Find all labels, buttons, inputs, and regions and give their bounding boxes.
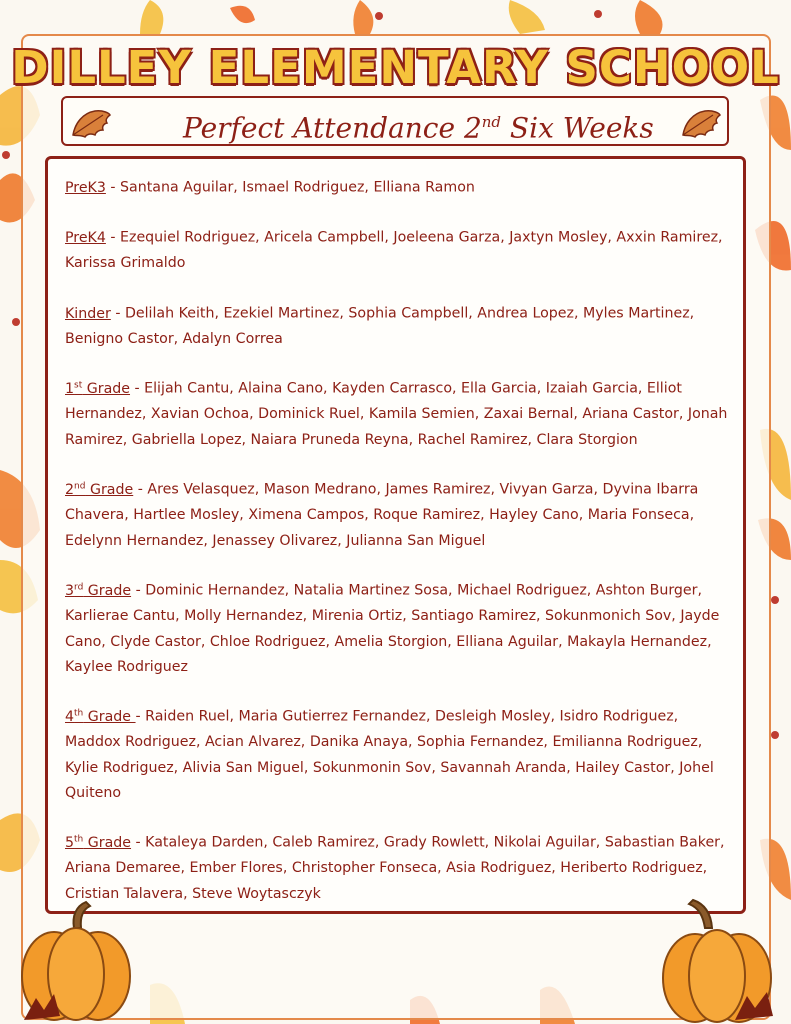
grade-entry-2nd: [65, 474, 735, 554]
student-names: - Elijah Cantu, Alaina Cano, Kayden Carrasco, Ella Garcia, Izaiah Garcia, Elliot Hernandez, Xavian Ochoa, Dominick Ruel, Kamila Semien, Zaxai Bernal, Ariana Castor, Jonah Ramirez, Gabriella Lopez, Naiara Pruneda Reyna, Rachel Ramirez, Clara Storgion: [65, 380, 728, 448]
grade-entry-prek4: [65, 222, 735, 277]
student-names: - Raiden Ruel, Maria Gutierrez Fernandez, Desleigh Mosley, Isidro Rodriguez, Maddox Rodriguez, Acian Alvarez, Danika Anaya, Sophia Fernandez, Emilianna Rodriguez, Kylie Rodriguez, Alivia San Miguel, Sokunmonin Sov, Savannah Aranda, Hailey Castor, Johel Quiteno: [65, 708, 714, 802]
grade-label: 5th Grade: [65, 834, 132, 851]
student-names: - Dominic Hernandez, Natalia Martinez Sosa, Michael Rodriguez, Ashton Burger, Karlierae Cantu, Molly Hernandez, Mirenia Ortiz, Santiago Ramirez, Sokunmonich Sov, Jayde Cano, Clyde Castor, Chloe Rodriguez, Amelia Storgion, Elliana Aguilar, Makayla Hernandez, Kaylee Rodriguez: [65, 582, 720, 676]
perfect-attendance-subtitle: Perfect Attendance 2nd Six Weeks: [183, 111, 654, 145]
grade-label: PreK3: [65, 179, 106, 196]
pumpkin-left-illustration: [14, 898, 136, 1024]
grade-entry-prek3: [65, 172, 735, 201]
student-names: - Delilah Keith, Ezekiel Martinez, Sophia Campbell, Andrea Lopez, Myles Martinez, Benigno Castor, Adalyn Correa: [65, 305, 695, 348]
student-names: - Ezequiel Rodriguez, Aricela Campbell, Joeleena Garza, Jaxtyn Mosley, Axxin Ramirez, Karissa Grimaldo: [65, 229, 723, 272]
student-names: - Ares Velasquez, Mason Medrano, James Ramirez, Vivyan Garza, Dyvina Ibarra Chavera, Hartlee Mosley, Ximena Campos, Roque Ramirez, Hayley Cano, Maria Fonseca, Edelynn Hernandez, Jenassey Olivarez, Julianna San Miguel: [65, 481, 699, 549]
subtitle-banner: [61, 96, 729, 146]
student-names: - Santana Aguilar, Ismael Rodriguez, Elliana Ramon: [105, 179, 475, 196]
grade-entry-1st: [65, 373, 735, 453]
grade-label: PreK4: [65, 229, 106, 246]
grade-label: 2nd Grade: [65, 481, 134, 498]
grade-entry-kinder: [65, 298, 735, 353]
pumpkin-right-illustration: [655, 898, 785, 1024]
oak-leaf-icon: [69, 105, 113, 141]
oak-leaf-icon: [679, 105, 723, 141]
attendance-list-panel: [45, 156, 746, 914]
grade-label: 3rd Grade: [65, 582, 132, 599]
grade-label: 4th Grade: [65, 708, 136, 725]
grade-label: Kinder: [65, 305, 111, 322]
grade-entry-5th: [65, 827, 735, 907]
grade-label: 1st Grade: [65, 380, 131, 397]
grade-entry-4th: [65, 701, 735, 807]
grade-entry-3rd: [65, 575, 735, 681]
student-names: - Kataleya Darden, Caleb Ramirez, Grady Rowlett, Nikolai Aguilar, Sabastian Baker, Ariana Demaree, Ember Flores, Christopher Fonseca, Asia Rodriguez, Heriberto Rodriguez, Cristian Talavera, Steve Woytasczyk: [65, 834, 725, 902]
school-name-title: DILLEY ELEMENTARY SCHOOL: [11, 41, 780, 94]
